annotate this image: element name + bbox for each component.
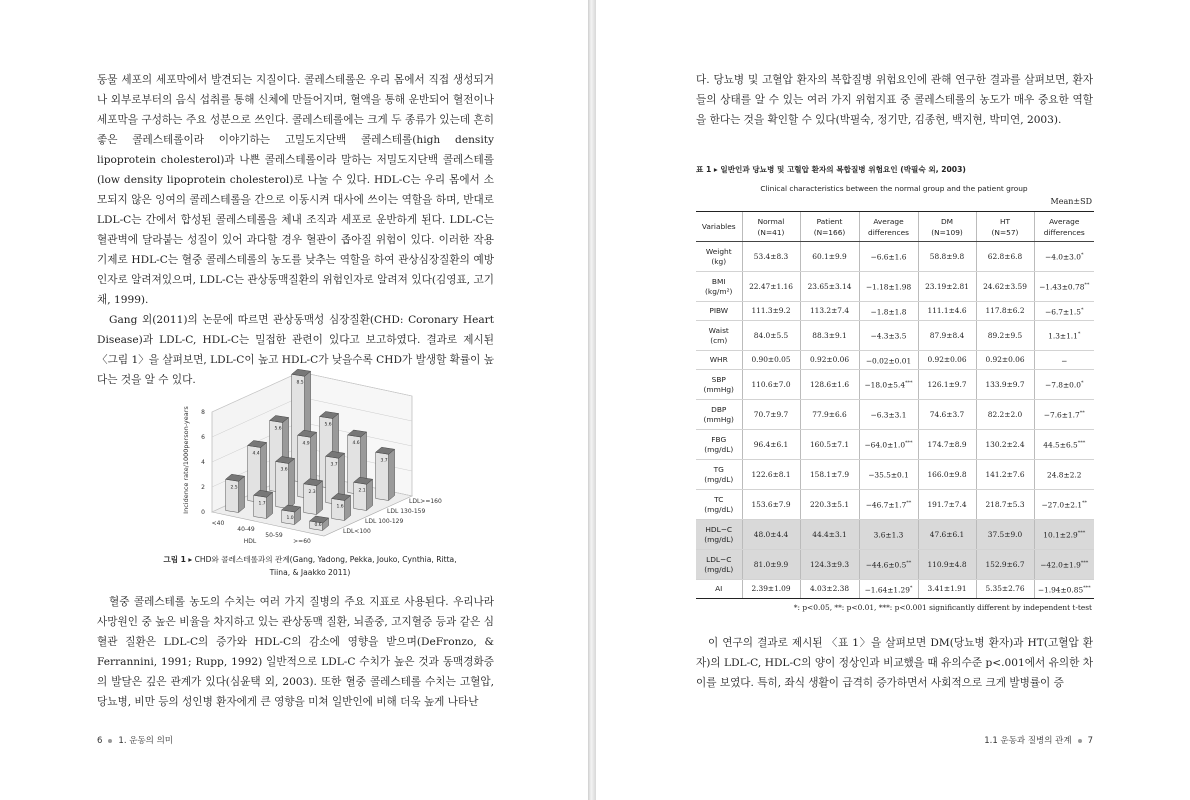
table-cell-value: 3.6±1.3 <box>873 530 904 540</box>
y-tick-label: 6 <box>201 434 205 441</box>
table-cell-value: 23.19±2.81 <box>925 281 969 291</box>
table-cell-value: 84.0±5.5 <box>753 330 789 340</box>
table-cell-dm <box>918 460 976 490</box>
table-cell-diff1 <box>859 302 918 321</box>
table-cell-var <box>696 580 742 599</box>
caption-arrow-icon: ▸ <box>188 555 193 564</box>
table-cell-diff2 <box>1034 460 1094 490</box>
table-cell-value: 0.90±0.05 <box>751 355 791 364</box>
table-cell-normal <box>742 400 800 430</box>
table-significance-note: *: p<0.05, **: p<0.01, ***: p<0.001 significantly different by independent t-test <box>793 603 1092 612</box>
table-cell-diff2 <box>1034 321 1094 351</box>
table-cell-diff1 <box>859 321 918 351</box>
table-cell-dm <box>918 550 976 580</box>
table-cell-value: 3.41±1.91 <box>927 584 967 593</box>
table-cell-value: 124.3±9.3 <box>809 559 850 569</box>
table-cell-diff2 <box>1034 302 1094 321</box>
table-cell-patient <box>800 460 859 490</box>
y-tick-label: 0 <box>201 509 205 516</box>
table-cell-normal <box>742 430 800 460</box>
table-cell-diff2 <box>1034 550 1094 580</box>
table-cell-value: 1.3±1.1 <box>1048 331 1078 341</box>
significance-marker: *** <box>905 440 913 447</box>
table-cell-normal <box>742 351 800 370</box>
table-cell-dm <box>918 351 976 370</box>
significance-marker: * <box>1080 252 1084 259</box>
table-cell-value: 4.03±2.38 <box>809 584 850 593</box>
table-cell-value: −42.0±1.9 <box>1040 560 1081 570</box>
table-cell-diff2 <box>1034 242 1094 272</box>
table-cell-value: 166.0±9.8 <box>927 469 967 479</box>
bar-value-label: 4.9 <box>302 441 310 447</box>
table-cell-dm <box>918 430 976 460</box>
table-cell-value: WHR <box>709 355 728 364</box>
table-cell-diff1 <box>859 580 918 599</box>
table-cell-var <box>696 351 742 370</box>
table-cell-patient <box>800 430 859 460</box>
table-cell-value: − <box>1061 356 1068 366</box>
bar-value-label: 1.6 <box>336 504 344 510</box>
table-cell-value: −1.8±1.8 <box>870 307 907 317</box>
table-cell-value: 37.5±9.0 <box>987 529 1023 539</box>
table-cell-value: 128.6±1.6 <box>809 379 850 389</box>
hdl-category-label: >=60 <box>293 538 311 545</box>
table-cell-ht <box>976 370 1034 400</box>
table-cell-var <box>696 430 742 460</box>
table-cell-value: −1.43±0.78 <box>1039 282 1085 292</box>
table-cell-var <box>696 242 742 272</box>
table-header-cell: Patient (N=166) <box>800 212 859 242</box>
table-cell-diff1 <box>859 370 918 400</box>
bar-value-label: 2.5 <box>230 485 238 491</box>
bar-value-label: 4.4 <box>252 451 260 457</box>
left-section-title: 1. 운동의 의미 <box>118 736 173 746</box>
table-cell-normal <box>742 490 800 520</box>
paragraph-table-result: 이 연구의 결과로 제시된 〈표 1〉을 살펴보면 DM(당뇨병 환자)과 HT(고혈압 환자)의 LDL-C, HDL-C의 양이 정상인과 비교했을 때 유의수준 p<.001에서 유의한 차이를 보였다. 특히, 좌식 생활이 급격히 증가하면서 사회적으로 크게 발병률이 증 <box>696 637 1093 689</box>
left-text-bottom <box>97 592 494 712</box>
significance-marker: * <box>909 584 913 591</box>
table-cell-patient <box>800 550 859 580</box>
table-row <box>696 321 1094 351</box>
table-cell-normal <box>742 580 800 599</box>
y-tick-label: 4 <box>201 459 205 466</box>
significance-marker: *** <box>1080 560 1089 567</box>
table-cell-diff2 <box>1034 351 1094 370</box>
chd-cholesterol-bar-chart <box>178 380 442 547</box>
table-cell-value: 48.0±4.4 <box>753 529 789 539</box>
significance-marker: *** <box>905 380 913 387</box>
table-cell-value: 111.1±4.6 <box>927 306 967 315</box>
table-cell-value: 44.4±3.1 <box>812 529 847 539</box>
bar-value-label: 5.6 <box>274 426 282 432</box>
table-cell-value: 82.2±2.0 <box>987 409 1023 419</box>
table-header-cell: Average differences <box>859 212 918 242</box>
table-cell-value: 133.9±9.7 <box>985 379 1025 389</box>
table-cell-diff2 <box>1034 520 1094 550</box>
table-header-cell: DM (N=109) <box>918 212 976 242</box>
table-cell-dm <box>918 321 976 351</box>
table-cell-value: 53.4±8.3 <box>753 251 789 261</box>
table-cell-ht <box>976 400 1034 430</box>
y-axis-label: Incidence rate/1000person-years <box>182 406 190 514</box>
footer-dot-icon <box>108 739 112 743</box>
bar-front <box>226 479 239 512</box>
table-cell-var <box>696 370 742 400</box>
table-cell-dm <box>918 302 976 321</box>
table-cell-diff2 <box>1034 370 1094 400</box>
table-cell-value: 141.2±7.6 <box>985 469 1025 479</box>
table-subtitle: Clinical characteristics between the normal group and the patient group <box>760 184 1028 193</box>
table-cell-var <box>696 460 742 490</box>
significance-marker: *** <box>1083 584 1091 591</box>
table-row <box>696 302 1094 321</box>
table-cell-ht <box>976 302 1034 321</box>
table-cell-ht <box>976 550 1034 580</box>
table-cell-ht <box>976 490 1034 520</box>
right-text-top <box>696 70 1093 130</box>
x-axis-label: HDL <box>243 538 257 545</box>
table-cell-value: −7.8±0.0 <box>1045 380 1081 390</box>
table-cell-var <box>696 400 742 430</box>
table-cell-patient <box>800 400 859 430</box>
left-text-top <box>97 70 494 390</box>
ldl-category-label: LDL 100-129 <box>365 518 404 525</box>
table-cell-value: 60.1±9.9 <box>812 251 847 261</box>
significance-marker: *** <box>1077 530 1086 537</box>
table-cell-value: 174.7±8.9 <box>927 439 967 449</box>
table-cell-normal <box>742 370 800 400</box>
table-cell-value: 158.1±7.9 <box>809 469 850 479</box>
table-cell-value: 220.3±5.1 <box>809 499 850 509</box>
table-cell-ht <box>976 242 1034 272</box>
table-cell-diff1 <box>859 242 918 272</box>
footer-dot-icon <box>1078 739 1082 743</box>
table-cell-dm <box>918 580 976 599</box>
table-cell-diff1 <box>859 430 918 460</box>
significance-marker: ** <box>1082 500 1088 507</box>
significance-marker: * <box>1077 331 1081 338</box>
table-cell-value: −46.7±1.7 <box>865 500 907 510</box>
table-cell-value: HDL−C (mg/dL) <box>704 524 734 544</box>
table-cell-value: 24.62±3.59 <box>983 281 1027 291</box>
table-cell-value: 113.2±7.4 <box>809 306 850 315</box>
table-cell-ht <box>976 460 1034 490</box>
table-row <box>696 430 1094 460</box>
table-row <box>696 351 1094 370</box>
bar-value-label: 1.0 <box>286 516 294 521</box>
table-cell-value: 58.8±9.8 <box>929 251 965 261</box>
table-cell-diff2 <box>1034 580 1094 599</box>
table-cell-value: 0.92±0.06 <box>927 355 967 364</box>
ldl-category-label: LDL>=160 <box>409 498 442 505</box>
bar-front <box>354 482 367 510</box>
table-cell-value: SBP (mmHg) <box>703 374 734 394</box>
table-cell-value: −1.94±0.85 <box>1037 585 1084 595</box>
table-cell-value: AI <box>715 584 723 593</box>
table-cell-patient <box>800 272 859 302</box>
right-section-title: 1.1 운동과 질병의 관계 <box>984 736 1072 746</box>
table-cell-patient <box>800 302 859 321</box>
table-cell-value: 0.92±0.06 <box>985 355 1025 364</box>
table-cell-value: −35.5±0.1 <box>868 470 909 480</box>
table-cell-value: −6.3±3.1 <box>870 410 907 420</box>
table-cell-value: TC (mg/dL) <box>704 494 734 514</box>
bar-front <box>304 484 317 515</box>
table-cell-patient <box>800 370 859 400</box>
table-cell-normal <box>742 550 800 580</box>
table-cell-value: 160.5±7.1 <box>809 439 850 449</box>
table-cell-ht <box>976 321 1034 351</box>
table-cell-value: 191.7±7.4 <box>927 499 967 509</box>
table-cell-value: 110.9±4.8 <box>927 559 967 569</box>
table-cell-var <box>696 272 742 302</box>
paragraph-gang-study: Gang 외(2011)의 논문에 따르면 관상동맥성 심장질환(CHD: Coronary Heart Disease)과 LDL-C, HDL-C는 밀접한 관련이 있다고 보고하였다. 결과로 제시된 〈그림 1〉을 살펴보면, LDL-C이 높고 HDL-C가 낮을수록 CHD가 발생할 확률이 높다는 것을 알 수 있다. <box>97 314 494 386</box>
table-cell-value: BMI (kg/m²) <box>705 276 733 296</box>
table-header-cell: HT (N=57) <box>976 212 1034 242</box>
y-tick-label: 8 <box>201 409 205 416</box>
table-cell-patient <box>800 520 859 550</box>
hdl-category-label: 40-49 <box>237 526 255 533</box>
table-cell-var <box>696 321 742 351</box>
table-cell-patient <box>800 490 859 520</box>
table-cell-diff2 <box>1034 490 1094 520</box>
bar-value-label: 3.7 <box>380 458 388 464</box>
table-cell-dm <box>918 242 976 272</box>
bar-front <box>254 495 267 518</box>
table-row <box>696 580 1094 599</box>
table-cell-patient <box>800 242 859 272</box>
table-cell-patient <box>800 580 859 599</box>
table-cell-value: −0.02±0.01 <box>865 356 912 366</box>
bar-value-label: 0.6 <box>314 523 322 528</box>
table-cell-value: 96.4±6.1 <box>753 439 789 449</box>
table-cell-diff1 <box>859 520 918 550</box>
table-cell-value: PIBW <box>709 306 729 315</box>
table-cell-value: 22.47±1.16 <box>749 281 793 291</box>
table-row <box>696 242 1094 272</box>
table-cell-dm <box>918 370 976 400</box>
table-cell-dm <box>918 490 976 520</box>
table-cell-value: 44.5±6.5 <box>1043 440 1078 450</box>
table-row <box>696 490 1094 520</box>
table-cell-diff1 <box>859 351 918 370</box>
table-row <box>696 550 1094 580</box>
table-cell-value: 218.7±5.3 <box>985 499 1025 509</box>
table-cell-value: 24.8±2.2 <box>1047 470 1082 480</box>
bar-value-label: 3.7 <box>330 462 338 468</box>
significance-marker: * <box>1080 306 1084 313</box>
table-cell-diff2 <box>1034 272 1094 302</box>
bar-value-label: 2.1 <box>358 488 366 494</box>
significance-marker: ** <box>1079 410 1085 417</box>
significance-marker: ** <box>1084 282 1090 289</box>
table-row <box>696 460 1094 490</box>
bar-front <box>332 499 345 521</box>
bar-value-label: 1.7 <box>258 501 266 507</box>
significance-marker: ** <box>906 560 912 567</box>
clinical-characteristics-table <box>696 211 1094 599</box>
bar-value-label: 3.6 <box>280 467 288 473</box>
table-unit: Mean±SD <box>1050 197 1092 206</box>
bar-value-label: 5.6 <box>324 422 332 428</box>
paragraph-cholesterol-indicator: 혈중 콜레스테롤 농도의 수치는 여러 가지 질병의 주요 지표로 사용된다. 우리나라 사망원인 중 높은 비율을 차지하고 있는 관상동맥 질환, 뇌졸중, 고지혈증 등과 같은 심혈관 질환은 LDL-C의 증가와 HDL-C의 감소에 영향을 받으며(DeFronzo, & Ferrannini, 1991; Rupp, 1992) 일반적으로 LDL-C 수치가 높은 것과 동맥경화증의 발달은 깊은 관계가 있다(심윤택 외, 2003). 또한 혈중 콜레스테롤 수치는 고혈압, 당뇨병, 비만 등의 성인병 환자에게 큰 영향을 미쳐 일반인에 비해 더욱 높게 나타난 <box>97 596 494 708</box>
table-cell-value: 122.6±8.1 <box>751 469 791 479</box>
table-cell-value: FBG (mg/dL) <box>704 434 734 454</box>
bar-value-label: 4.6 <box>352 441 360 446</box>
book-gutter <box>588 0 596 800</box>
table-cell-value: TG (mg/dL) <box>704 464 734 484</box>
table-cell-value: −4.3±3.5 <box>870 331 907 341</box>
ldl-category-label: LDL<100 <box>343 528 371 535</box>
right-page-number: 7 <box>1087 736 1093 746</box>
left-footer <box>97 734 173 746</box>
table-cell-ht <box>976 430 1034 460</box>
table-cell-value: DBP (mmHg) <box>703 404 734 424</box>
table-cell-value: 117.8±6.2 <box>985 306 1025 315</box>
figure-caption-text: CHD와 콜레스테롤과의 관계(Gang, Yadong, Pekka, Jouko, Cynthia, Ritta, Tiina, & Jaakko 2011) <box>194 555 457 577</box>
table-cell-value: 153.6±7.9 <box>751 499 791 509</box>
table-cell-value: 152.9±6.7 <box>985 559 1025 569</box>
hdl-category-label: <40 <box>211 520 225 527</box>
table-cell-diff1 <box>859 400 918 430</box>
table-cell-ht <box>976 351 1034 370</box>
table-cell-value: 47.6±6.1 <box>929 529 965 539</box>
figure-caption <box>160 553 460 579</box>
table-header-cell: Normal (N=41) <box>742 212 800 242</box>
table-header-row <box>696 212 1094 242</box>
table-cell-var <box>696 520 742 550</box>
table-cell-patient <box>800 351 859 370</box>
table-cell-ht <box>976 272 1034 302</box>
table-cell-ht <box>976 580 1034 599</box>
table-cell-diff2 <box>1034 400 1094 430</box>
table-row <box>696 520 1094 550</box>
hdl-category-label: 50-59 <box>265 532 283 539</box>
table-cell-var <box>696 550 742 580</box>
table-header-cell: Variables <box>696 212 742 242</box>
table-cell-normal <box>742 321 800 351</box>
table-cell-value: 111.3±9.2 <box>751 306 791 315</box>
paragraph-complex-risk: 다. 당뇨병 및 고혈압 환자의 복합질병 위험요인에 관해 연구한 결과를 살펴보면, 환자들의 상태를 알 수 있는 여러 가지 위험지표 중 콜레스테롤의 농도가 매우 중요한 역할을 한다는 것을 확인할 수 있다(박필숙, 정기만, 김종현, 백지현, 박미연, 2003). <box>696 74 1093 126</box>
table-cell-dm <box>918 520 976 550</box>
bar-side <box>317 481 323 515</box>
table-cell-diff1 <box>859 550 918 580</box>
table-cell-dm <box>918 272 976 302</box>
bar-side <box>239 476 245 512</box>
table-cell-normal <box>742 272 800 302</box>
table-cell-value: 87.9±8.4 <box>929 330 965 340</box>
table-cell-value: −7.6±1.7 <box>1043 410 1080 420</box>
table-cell-diff2 <box>1034 430 1094 460</box>
table-cell-diff1 <box>859 490 918 520</box>
table-row <box>696 272 1094 302</box>
significance-marker: * <box>1080 380 1084 387</box>
right-text-bottom <box>696 633 1093 693</box>
table-cell-var <box>696 490 742 520</box>
table-cell-value: −1.64±1.29 <box>864 585 910 595</box>
table-cell-diff1 <box>859 272 918 302</box>
table-cell-value: −18.0±5.4 <box>864 380 906 390</box>
table-cell-normal <box>742 460 800 490</box>
table-cell-value: −6.6±1.6 <box>870 252 907 262</box>
right-footer <box>984 734 1093 746</box>
table-cell-dm <box>918 400 976 430</box>
table-cell-value: −27.0±2.1 <box>1041 500 1083 510</box>
paragraph-cholesterol-intro: 동물 세포의 세포막에서 발견되는 지질이다. 콜레스테롤은 우리 몸에서 직접 생성되거나 외부로부터의 음식 섭취를 통해 신체에 만들어지며, 혈액을 통해 운반되어 혈전이나 세포막을 구성하는 주요 성분으로 쓰인다. 콜레스테롤에는 크게 두 종류가 있는데 흔히 좋은 콜레스테롤이라 이야기하는 고밀도지단백 콜레스테롤(high density lipoprotein cholesterol)과 나쁜 콜레스테롤이라 말하는 저밀도지단백 콜레스테롤(low density lipoprotein cholesterol)로 나눌 수 있다. HDL-C는 우리 몸에서 소모되지 않은 잉여의 콜레스테롤을 간으로 이동시켜 대사에 쓰이는 역할을 하며, 반대로 LDL-C는 간에서 합성된 콜레스테롤을 체내 조직과 세포로 운반하게 된다. LDL-C는 혈관벽에 달라붙는 성질이 있어 과다할 경우 혈관이 좁아질 위험이 있다. 이러한 작용 기제로 HDL-C는 혈중 콜레스테롤의 농도를 낮추는 역할을 하여 관상심장질환의 예방인자로 알려져있으며, LDL-C는 관상동맥질환의 위험인자로 알려져 있다(김영표, 고기채, 1999). <box>97 74 494 306</box>
table-cell-normal <box>742 302 800 321</box>
table-cell-value: 74.6±3.7 <box>929 409 965 419</box>
table-cell-value: 126.1±9.7 <box>927 379 967 389</box>
significance-marker: ** <box>906 500 912 507</box>
table-cell-value: −44.6±0.5 <box>865 560 907 570</box>
table-cell-value: 88.3±9.1 <box>812 330 847 340</box>
table-cell-patient <box>800 321 859 351</box>
table-title: 표 1 ▸ 일반인과 당뇨병 및 고혈압 환자의 복합질병 위험요인 (박필숙 외, 2003) <box>696 165 966 174</box>
bar-side <box>289 459 295 509</box>
table-row <box>696 370 1094 400</box>
table-cell-var <box>696 302 742 321</box>
left-page-number: 6 <box>97 736 103 746</box>
ldl-category-label: LDL 130-159 <box>387 508 426 515</box>
table-cell-value: −64.0±1.0 <box>864 440 906 450</box>
table-cell-value: 62.8±6.8 <box>987 251 1023 261</box>
table-cell-value: 0.92±0.06 <box>809 355 850 364</box>
table-cell-value: 130.2±2.4 <box>985 439 1025 449</box>
bar-side <box>367 479 373 510</box>
table-row <box>696 400 1094 430</box>
table-cell-normal <box>742 242 800 272</box>
bar-value-label: 8.5 <box>296 380 304 386</box>
table-cell-value: 89.2±9.5 <box>987 330 1023 340</box>
table-cell-normal <box>742 520 800 550</box>
table-cell-value: 10.1±2.9 <box>1043 530 1078 540</box>
table-cell-value: Weight (kg) <box>705 246 732 266</box>
table-cell-value: −4.0±3.0 <box>1045 252 1081 262</box>
bar-side <box>389 449 395 500</box>
table-cell-value: Waist (cm) <box>708 325 729 345</box>
figure-label: 그림 1 <box>163 555 186 564</box>
table-cell-value: 23.65±3.14 <box>807 281 852 291</box>
y-tick-label: 2 <box>201 484 205 491</box>
table-body <box>696 242 1094 599</box>
table-cell-value: −1.18±1.98 <box>865 282 912 292</box>
table-cell-diff1 <box>859 460 918 490</box>
table-cell-value: 110.6±7.0 <box>751 379 791 389</box>
table-cell-value: 77.9±6.6 <box>812 409 847 419</box>
table-cell-value: LDL−C (mg/dL) <box>704 554 734 574</box>
table-cell-value: −6.7±1.5 <box>1045 307 1081 317</box>
significance-marker: *** <box>1077 440 1086 447</box>
table-cell-value: 2.39±1.09 <box>751 584 791 593</box>
bar-value-label: 2.3 <box>308 489 316 495</box>
table-header-cell: Average differences <box>1034 212 1094 242</box>
table-cell-value: 5.35±2.76 <box>985 584 1025 593</box>
table-cell-value: 70.7±9.7 <box>753 409 789 419</box>
table-cell-ht <box>976 520 1034 550</box>
table-cell-value: 81.0±9.9 <box>753 559 789 569</box>
